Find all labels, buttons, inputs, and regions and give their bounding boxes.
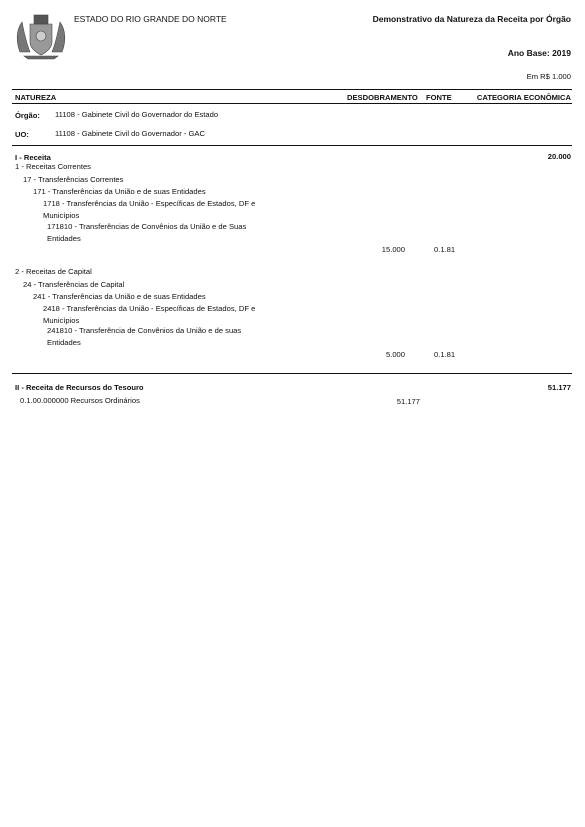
correntes-fonte: 0.1.81 bbox=[434, 245, 456, 254]
tesouro-title: II - Receita de Recursos do Tesouro bbox=[15, 383, 144, 392]
header-rule-top bbox=[12, 89, 572, 90]
state-coat-of-arms-icon bbox=[14, 12, 68, 60]
report-title: Demonstrativo da Natureza da Receita por Órgão bbox=[372, 14, 571, 24]
base-year: Ano Base: 2019 bbox=[507, 48, 571, 58]
currency-unit: Em R$ 1.000 bbox=[526, 72, 571, 81]
correntes-level-2: 17 - Transferências Correntes bbox=[23, 175, 124, 184]
capital-level-5: 241810 - Transferência de Convênios da União e de suas Entidades bbox=[47, 326, 242, 347]
orgao-rule bbox=[12, 145, 572, 146]
capital-fonte: 0.1.81 bbox=[434, 350, 456, 359]
capital-desdobramento: 5.000 bbox=[385, 350, 405, 359]
header-rule-bottom bbox=[12, 103, 572, 104]
receita-total: 20.000 bbox=[547, 152, 571, 161]
tesouro-total: 51.177 bbox=[547, 383, 571, 392]
correntes-desdobramento: 15.000 bbox=[381, 245, 405, 254]
capital-level-4: 2418 - Transferências da União - Específicas de Estados, DF e Municípios bbox=[43, 304, 256, 325]
tesouro-value: 51.177 bbox=[396, 397, 420, 406]
orgao-label: Órgão: bbox=[15, 111, 40, 120]
col-fonte: FONTE bbox=[426, 93, 452, 102]
capital-level-3: 241 - Transferências da União e de suas Entidades bbox=[33, 292, 206, 301]
correntes-level-4: 1718 - Transferências da União - Específicas de Estados, DF e Municípios bbox=[43, 199, 256, 220]
col-desdobramento: DESDOBRAMENTO bbox=[347, 93, 418, 102]
col-categoria-economica: CATEGORIA ECONÔMICA bbox=[476, 93, 571, 102]
state-name: ESTADO DO RIO GRANDE DO NORTE bbox=[74, 14, 227, 24]
receita-rule bbox=[12, 373, 572, 374]
correntes-level-5: 171810 - Transferências de Convênios da União e de Suas Entidades bbox=[47, 222, 247, 243]
capital-level-1: 2 - Receitas de Capital bbox=[15, 267, 92, 276]
uo-label: UO: bbox=[15, 130, 29, 139]
col-natureza: NATUREZA bbox=[15, 93, 57, 102]
orgao-value: 11108 - Gabinete Civil do Governador do Estado bbox=[55, 110, 219, 119]
uo-value: 11108 - Gabinete Civil do Governador - GAC bbox=[55, 129, 205, 138]
correntes-level-1: 1 - Receitas Correntes bbox=[15, 162, 91, 171]
capital-level-2: 24 - Transferências de Capital bbox=[23, 280, 125, 289]
correntes-level-3: 171 - Transferências da União e de suas Entidades bbox=[33, 187, 206, 196]
tesouro-item: 0.1.00.000000 Recursos Ordinários bbox=[20, 396, 140, 405]
receita-title: I - Receita bbox=[15, 153, 51, 162]
